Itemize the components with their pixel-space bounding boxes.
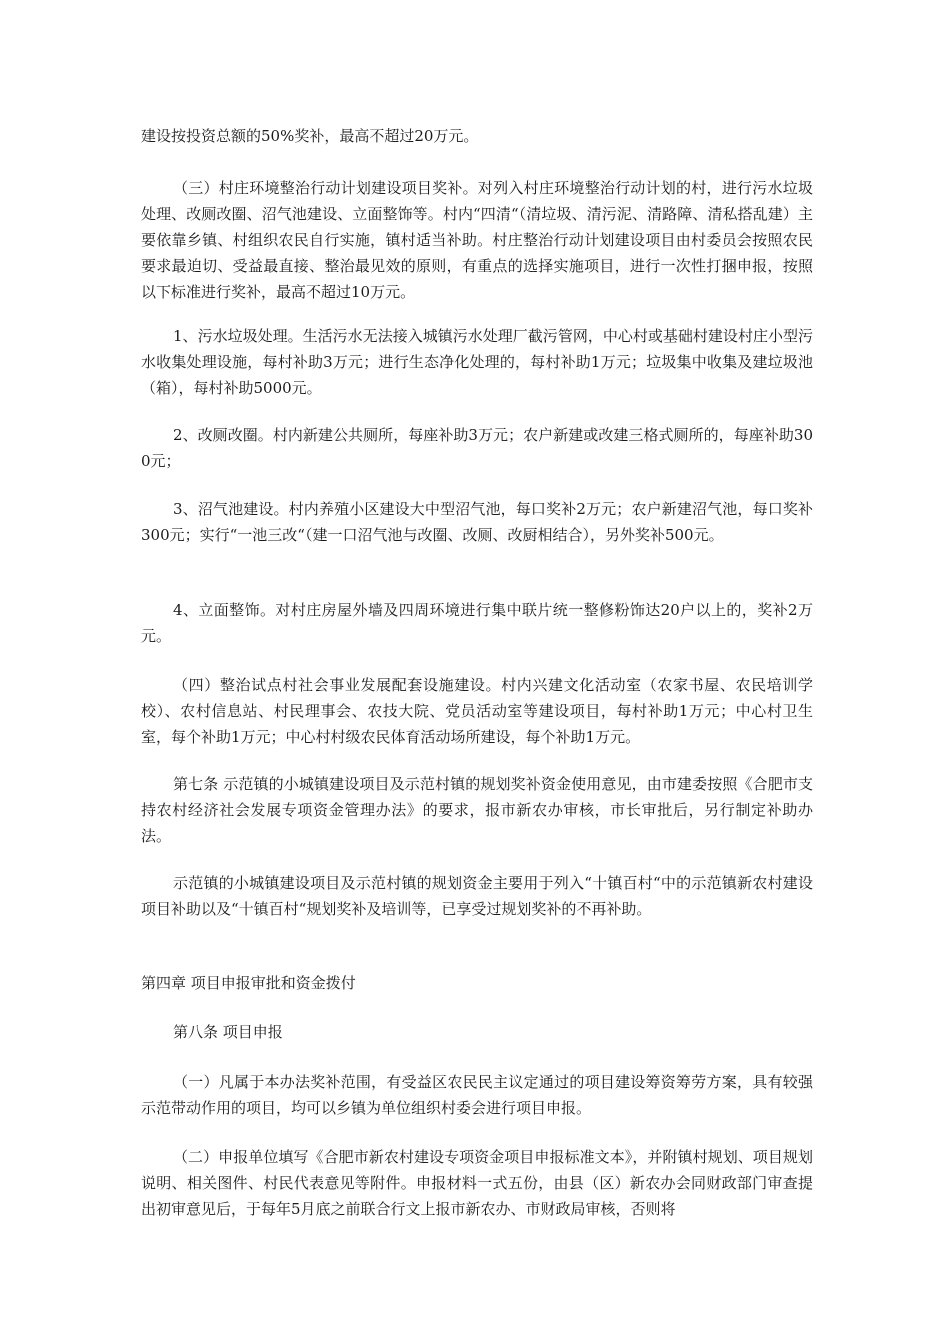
paragraph-item-2: 2、改厕改圈。村内新建公共厕所，每座补助3万元；农户新建或改建三格式厕所的，每座补助300元； xyxy=(141,426,813,470)
paragraph-item-3: 3、沼气池建设。村内养殖小区建设大中型沼气池，每口奖补2万元；农户新建沼气池，每口奖补300元；实行“一池三改“（建一口沼气池与改圈、改厕、改厨相结合），另外奖补500元。 xyxy=(141,500,813,544)
paragraph-clause-3: （三）村庄环境整治行动计划建设项目奖补。对列入村庄环境整治行动计划的村，进行污水垃圾处理、改厕改圈、沼气池建设、立面整饰等。村内“四清“（清垃圾、清污泥、清路障、清私搭乱建）主要依靠乡镇、村组织农民自行实施，镇村适当补助。村庄整治行动计划建设项目由村委员会按照农民要求最迫切、受益最直接、整治最见效的原则，有重点的选择实施项目，进行一次性打捆申报，按照以下标准进行奖补，最高不超过10万元。 xyxy=(141,179,813,301)
paragraph-article-7-note: 示范镇的小城镇建设项目及示范村镇的规划资金主要用于列入“十镇百村“中的示范镇新农村建设项目补助以及“十镇百村“规划奖补及培训等，已享受过规划奖补的不再补助。 xyxy=(141,874,813,918)
paragraph-item-1: 1、污水垃圾处理。生活污水无法接入城镇污水处理厂截污管网，中心村或基础村建设村庄小型污水收集处理设施，每村补助3万元；进行生态净化处理的，每村补助1万元；垃圾集中收集及建垃圾池（箱），每村补助5000元。 xyxy=(141,327,813,397)
paragraph-clause-4: （四）整治试点村社会事业发展配套设施建设。村内兴建文化活动室（农家书屋、农民培训学校）、农村信息站、村民理事会、农技大院、党员活动室等建设项目，每村补助1万元；中心村卫生室，每个补助1万元；中心村村级农民体育活动场所建设，每个补助1万元。 xyxy=(141,676,813,746)
paragraph-continuation: 建设按投资总额的50%奖补，最高不超过20万元。 xyxy=(141,127,479,145)
paragraph-article-7: 第七条 示范镇的小城镇建设项目及示范村镇的规划奖补资金使用意见，由市建委按照《合肥市支持农村经济社会发展专项资金管理办法》的要求，报市新农办审核，市长审批后，另行制定补助办法。 xyxy=(141,775,813,845)
article-8-heading: 第八条 项目申报 xyxy=(173,1023,283,1041)
paragraph-article-8-2: （二）申报单位填写《合肥市新农村建设专项资金项目申报标准文本》，并附镇村规划、项目规划说明、相关图件、村民代表意见等附件。申报材料一式五份，由县（区）新农办会同财政部门审查提出初审意见后，于每年5月底之前联合行文上报市新农办、市财政局审核，否则将 xyxy=(141,1148,813,1218)
paragraph-item-4: 4、立面整饰。对村庄房屋外墙及四周环境进行集中联片统一整修粉饰达20户以上的，奖补2万元。 xyxy=(141,601,813,645)
chapter-heading: 第四章 项目申报审批和资金拨付 xyxy=(141,974,356,992)
paragraph-article-8-1: （一）凡属于本办法奖补范围，有受益区农民民主议定通过的项目建设筹资筹劳方案，具有较强示范带动作用的项目，均可以乡镇为单位组织村委会进行项目申报。 xyxy=(141,1073,813,1117)
